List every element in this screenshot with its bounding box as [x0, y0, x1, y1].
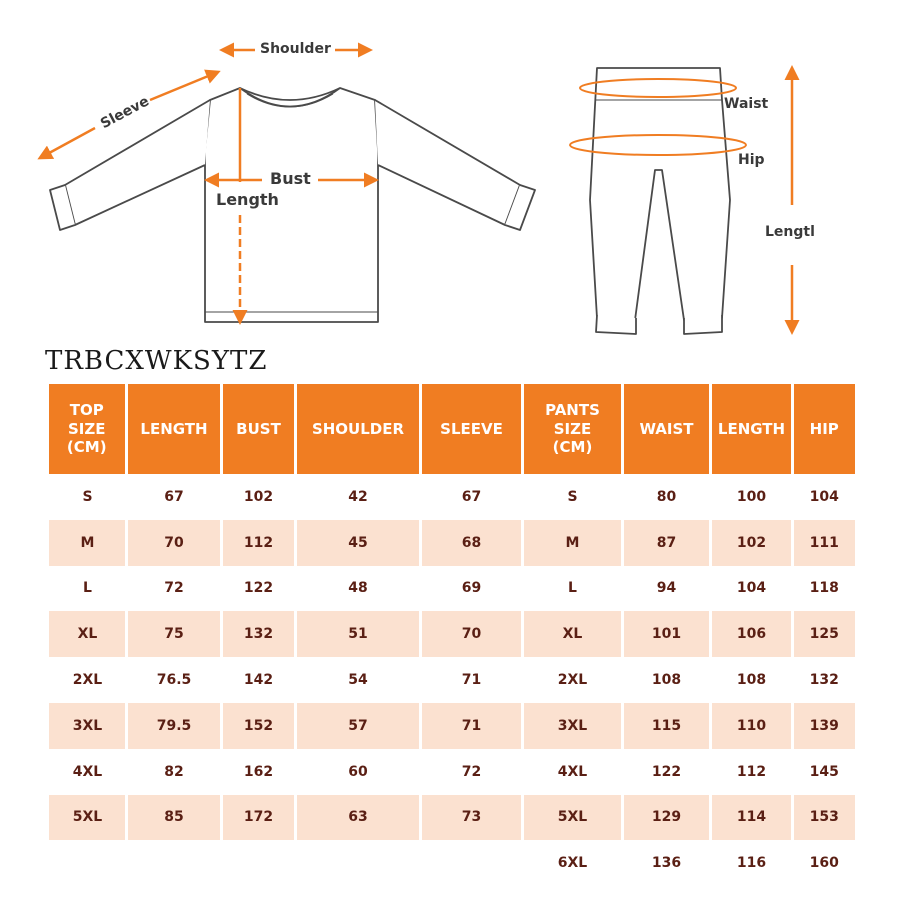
table-cell: 94	[623, 566, 711, 612]
table-cell: 6XL	[523, 840, 623, 886]
table-cell: 114	[711, 795, 793, 841]
table-cell: 152	[222, 703, 296, 749]
table-cell	[421, 840, 523, 886]
shoulder-label: Shoulder	[260, 41, 331, 57]
table-row	[49, 749, 855, 795]
table-cell: 72	[421, 749, 523, 795]
table-cell: 122	[222, 566, 296, 612]
table-cell: 68	[421, 520, 523, 566]
table-cell: 3XL	[49, 703, 127, 749]
table-cell: 106	[711, 611, 793, 657]
table-cell	[222, 840, 296, 886]
table-cell: 82	[127, 749, 222, 795]
table-cell: 67	[421, 474, 523, 520]
table-cell: 104	[711, 566, 793, 612]
table-cell: 125	[793, 611, 855, 657]
table-cell: 69	[421, 566, 523, 612]
sleeve-label: Sleeve	[98, 93, 152, 133]
table-cell: 79.5	[127, 703, 222, 749]
table-row	[49, 611, 855, 657]
table-cell: 122	[623, 749, 711, 795]
table-row	[49, 840, 855, 886]
table-cell: 104	[793, 474, 855, 520]
table-cell: 42	[296, 474, 421, 520]
table-row	[49, 703, 855, 749]
table-cell: XL	[523, 611, 623, 657]
table-cell: 139	[793, 703, 855, 749]
table-cell: 45	[296, 520, 421, 566]
table-cell: 162	[222, 749, 296, 795]
table-cell: 112	[222, 520, 296, 566]
table-cell	[296, 840, 421, 886]
table-cell: 172	[222, 795, 296, 841]
table-cell: 72	[127, 566, 222, 612]
top-length-label: Length	[216, 190, 279, 209]
table-cell: 116	[711, 840, 793, 886]
table-cell: 101	[623, 611, 711, 657]
table-cell: 136	[623, 840, 711, 886]
table-cell: 63	[296, 795, 421, 841]
table-cell: 2XL	[523, 657, 623, 703]
table-cell: 71	[421, 657, 523, 703]
table-cell: 2XL	[49, 657, 127, 703]
table-cell: 85	[127, 795, 222, 841]
table-cell: 153	[793, 795, 855, 841]
table-cell: 51	[296, 611, 421, 657]
column-header: WAIST	[623, 384, 711, 474]
pants-garment	[590, 68, 730, 334]
table-cell: 87	[623, 520, 711, 566]
table-cell: 5XL	[523, 795, 623, 841]
table-cell: 71	[421, 703, 523, 749]
table-cell: 129	[623, 795, 711, 841]
table-cell: S	[49, 474, 127, 520]
table-cell: 70	[127, 520, 222, 566]
column-header: TOP SIZE (CM)	[49, 384, 127, 474]
table-cell: 142	[222, 657, 296, 703]
table-cell: 57	[296, 703, 421, 749]
table-cell: 100	[711, 474, 793, 520]
table-cell: 75	[127, 611, 222, 657]
table-cell: 80	[623, 474, 711, 520]
table-row	[49, 520, 855, 566]
table-header-row	[49, 384, 855, 474]
table-cell: XL	[49, 611, 127, 657]
table-cell	[127, 840, 222, 886]
table-cell: 132	[793, 657, 855, 703]
table-row	[49, 657, 855, 703]
column-header: SLEEVE	[421, 384, 523, 474]
table-row	[49, 795, 855, 841]
waist-label: Waist	[724, 96, 769, 112]
table-cell: 5XL	[49, 795, 127, 841]
table-cell: 3XL	[523, 703, 623, 749]
table-cell: M	[49, 520, 127, 566]
table-cell: 132	[222, 611, 296, 657]
table-cell: 160	[793, 840, 855, 886]
column-header: LENGTH	[711, 384, 793, 474]
table-cell: 115	[623, 703, 711, 749]
table-cell: 108	[623, 657, 711, 703]
measurement-diagram	[0, 0, 900, 345]
column-header: LENGTH	[127, 384, 222, 474]
table-cell: 110	[711, 703, 793, 749]
table-row	[49, 474, 855, 520]
table-cell: 67	[127, 474, 222, 520]
table-cell: M	[523, 520, 623, 566]
table-cell: 54	[296, 657, 421, 703]
brand-name: TRBCXWKSYTZ	[45, 346, 268, 376]
table-cell: L	[49, 566, 127, 612]
table-cell: 73	[421, 795, 523, 841]
pants-length-label: Lengtl	[765, 224, 815, 240]
table-cell: 102	[711, 520, 793, 566]
table-cell: 102	[222, 474, 296, 520]
table-body	[49, 474, 855, 886]
table-cell: 4XL	[523, 749, 623, 795]
size-chart-table	[47, 384, 855, 886]
garment-illustration	[0, 0, 900, 345]
column-header: HIP	[793, 384, 855, 474]
table-cell: S	[523, 474, 623, 520]
table-cell: 118	[793, 566, 855, 612]
column-header: SHOULDER	[296, 384, 421, 474]
table-cell: 70	[421, 611, 523, 657]
table-cell: 108	[711, 657, 793, 703]
table-cell: 76.5	[127, 657, 222, 703]
table-cell: L	[523, 566, 623, 612]
table-cell: 48	[296, 566, 421, 612]
table-cell: 4XL	[49, 749, 127, 795]
table-cell: 145	[793, 749, 855, 795]
hip-label: Hip	[738, 152, 765, 168]
table-row	[49, 566, 855, 612]
table-cell	[49, 840, 127, 886]
table-cell: 111	[793, 520, 855, 566]
top-garment	[50, 88, 535, 322]
table-cell: 60	[296, 749, 421, 795]
bust-label: Bust	[270, 169, 311, 188]
column-header: PANTS SIZE (CM)	[523, 384, 623, 474]
column-header: BUST	[222, 384, 296, 474]
table-cell: 112	[711, 749, 793, 795]
